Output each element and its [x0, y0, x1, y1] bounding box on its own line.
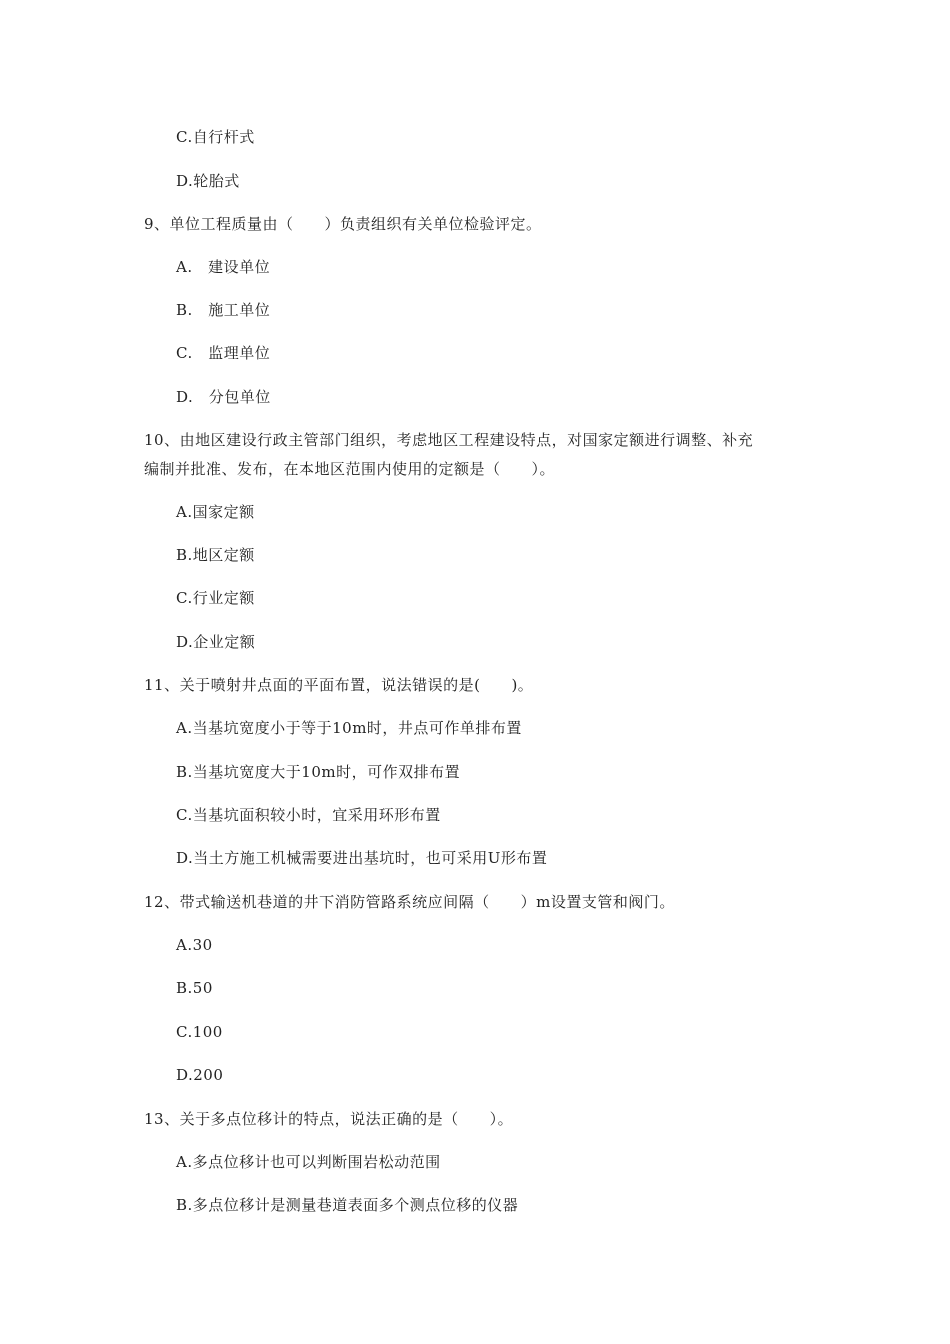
q8-option-c: C.自行杆式: [176, 128, 255, 146]
q12-option-c: C.100: [176, 1023, 223, 1041]
q8-option-d: D.轮胎式: [176, 172, 240, 190]
q11-option-b: B.当基坑宽度大于10m时，可作双排布置: [176, 763, 461, 781]
q9-option-d: D. 分包单位: [176, 388, 271, 406]
q9-option-a: A. 建设单位: [176, 258, 271, 276]
q9-stem: 9、单位工程质量由（ ）负责组织有关单位检验评定。: [144, 215, 542, 233]
q10-stem-line1: 10、由地区建设行政主管部门组织，考虑地区工程建设特点，对国家定额进行调整、补充: [144, 431, 754, 449]
q10-stem-line2: 编制并批准、发布，在本地区范围内使用的定额是（ ）。: [144, 460, 556, 478]
q10-option-b: B.地区定额: [176, 546, 255, 564]
q11-option-d: D.当土方施工机械需要进出基坑时，也可采用U形布置: [176, 849, 548, 867]
q9-option-c: C. 监理单位: [176, 344, 271, 362]
q9-option-b: B. 施工单位: [176, 301, 271, 319]
q11-option-c: C.当基坑面积较小时，宜采用环形布置: [176, 806, 441, 824]
q10-option-a: A.国家定额: [176, 503, 255, 521]
q11-stem: 11、关于喷射井点面的平面布置，说法错误的是( )。: [144, 676, 534, 694]
q12-option-d: D.200: [176, 1066, 224, 1084]
q12-option-a: A.30: [176, 936, 213, 954]
q13-option-b: B.多点位移计是测量巷道表面多个测点位移的仪器: [176, 1196, 519, 1214]
q12-stem: 12、带式输送机巷道的井下消防管路系统应间隔（ ）m设置支管和阀门。: [144, 893, 675, 911]
q11-option-a: A.当基坑宽度小于等于10m时，井点可作单排布置: [176, 719, 522, 737]
q13-option-a: A.多点位移计也可以判断围岩松动范围: [176, 1153, 441, 1171]
q10-option-d: D.企业定额: [176, 633, 256, 651]
q12-option-b: B.50: [176, 979, 213, 997]
q13-stem: 13、关于多点位移计的特点，说法正确的是（ ）。: [144, 1110, 514, 1128]
q10-option-c: C.行业定额: [176, 589, 255, 607]
